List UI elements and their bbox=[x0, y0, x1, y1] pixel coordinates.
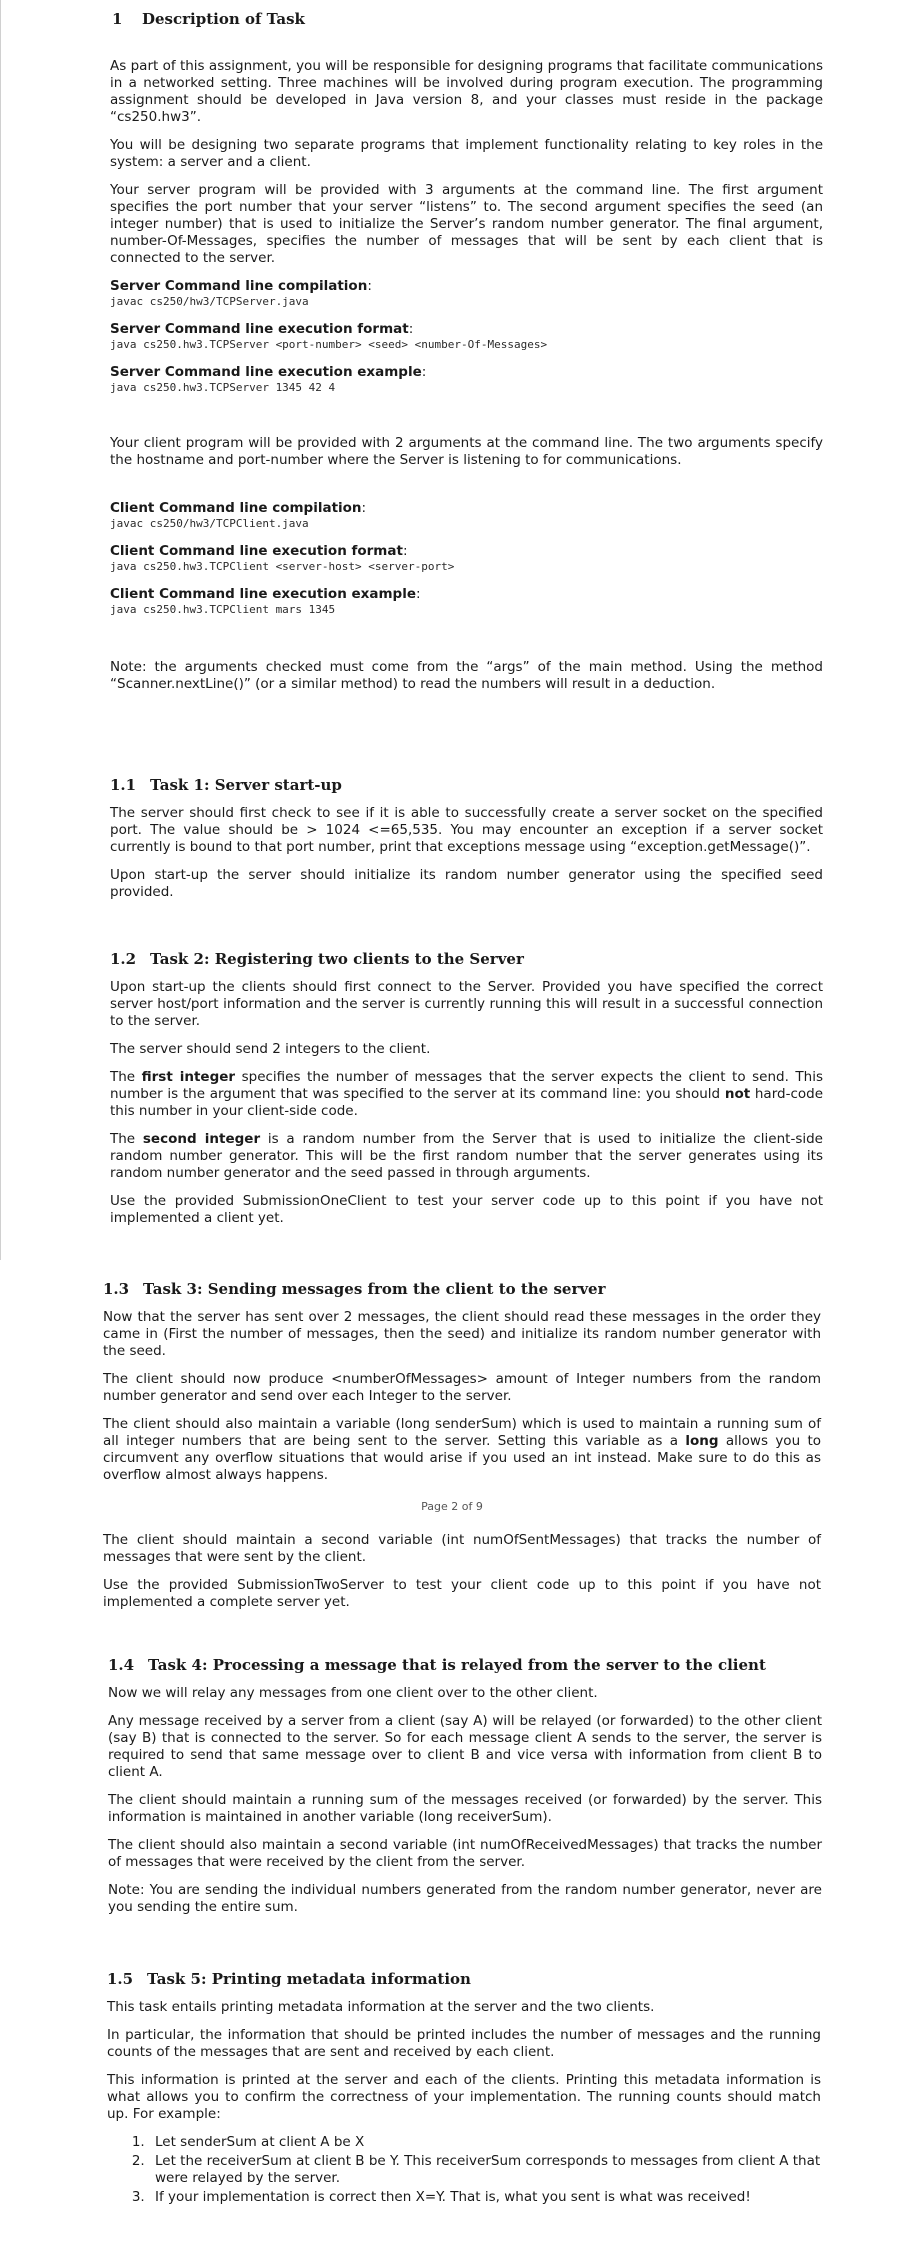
text-run: The bbox=[110, 1131, 143, 1147]
task4-paragraph-5: Note: You are sending the individual numbers generated from the random number generator, never are you sending the entire sum. bbox=[108, 1882, 822, 1915]
section-number: 1 bbox=[112, 10, 123, 28]
server-command-block bbox=[110, 278, 823, 309]
server-command-code: java cs250.hw3.TCPServer <port-number> <seed> <number-Of-Messages> bbox=[110, 338, 548, 351]
client-command-block bbox=[110, 586, 823, 617]
example-list-item: 2. Let the receiverSum at client B be Y. This receiverSum corresponds to messages from client A that were relayed by the server. bbox=[149, 2153, 821, 2187]
client-command-label: Client Command line execution example: bbox=[110, 586, 421, 602]
task2-paragraph-4 bbox=[110, 1131, 823, 1182]
task4-section bbox=[108, 1656, 822, 1927]
intro-paragraph-2: You will be designing two separate programs that implement functionality relating to key roles in the system: a server and a client. bbox=[110, 137, 823, 170]
server-command-label: Server Command line compilation: bbox=[110, 278, 372, 294]
task2-section bbox=[110, 950, 823, 1238]
client-command-list bbox=[110, 500, 823, 617]
command-label-text: Server Command line execution format bbox=[110, 321, 409, 337]
text-run: allows you to circumvent any overflow situations that would arise if you used an int instead. Make sure to do this as overflow almost always happens. bbox=[103, 1433, 821, 1483]
example-list-item: 3. If your implementation is correct then X=Y. That is, what you sent is what was received! bbox=[149, 2189, 821, 2206]
task3-paragraph-1: Now that the server has sent over 2 messages, the client should read these messages in the order they came in (First the number of messages, then the seed) and initialize its random number generator with the seed. bbox=[103, 1309, 821, 1359]
task1-paragraph-1: The server should first check to see if it is able to successfully create a server socket on the specified port. The value should be > 1024 <=65,535. You may encounter an exception if a server socket currently is bound to that port number, print that exceptions message using “exception.getMessage()”. bbox=[110, 805, 823, 855]
text-run: The client should also maintain a variable (long senderSum) which is used to maintain a running sum of all integer numbers that are being sent to the server. Setting this variable as a bbox=[103, 1416, 821, 1449]
task4-paragraph-3: The client should maintain a running sum of the messages received (or forwarded) by the server. This information is maintained in another variable (long receiverSum). bbox=[108, 1792, 822, 1825]
task2-paragraph-1: Upon start-up the clients should first connect to the Server. Provided you have specified the correct server host/port information and the server is currently running this will result in a successful connection to the server. bbox=[110, 979, 823, 1029]
server-command-block bbox=[110, 364, 823, 395]
task1-title: Task 1: Server start-up bbox=[150, 776, 342, 794]
server-command-code: java cs250.hw3.TCPServer 1345 42 4 bbox=[110, 381, 336, 394]
page-number-text: Page 2 of 9 bbox=[421, 1500, 483, 1513]
task3-title: Task 3: Sending messages from the client to the server bbox=[143, 1280, 606, 1298]
task1-number: 1.1 bbox=[110, 776, 137, 794]
task1-heading bbox=[110, 776, 823, 794]
task3-continued bbox=[103, 1532, 821, 1622]
section-title: Description of Task bbox=[142, 10, 305, 28]
emphasis-first-integer: first integer bbox=[141, 1069, 236, 1085]
task5-paragraph-1: This task entails printing metadata information at the server and the two clients. bbox=[107, 1999, 655, 2015]
task2-paragraph-2: The server should send 2 integers to the client. bbox=[110, 1041, 431, 1057]
task3-paragraph-2: The client should now produce <numberOfMessages> amount of Integer numbers from the random number generator and send over each Integer to the server. bbox=[103, 1371, 821, 1404]
server-command-code: javac cs250/hw3/TCPServer.java bbox=[110, 295, 309, 308]
command-label-text: Client Command line execution example bbox=[110, 586, 416, 602]
task2-paragraph-5: Use the provided SubmissionOneClient to test your server code up to this point if you have not implemented a client yet. bbox=[110, 1193, 823, 1226]
task2-paragraph-3 bbox=[110, 1069, 823, 1120]
client-command-label: Client Command line execution format: bbox=[110, 543, 408, 559]
text-run: The bbox=[110, 1069, 142, 1085]
emphasis-not: not bbox=[724, 1086, 751, 1102]
page-number-marker bbox=[412, 1500, 492, 1513]
client-command-label: Client Command line compilation: bbox=[110, 500, 367, 516]
task4-paragraph-1: Now we will relay any messages from one client over to the other client. bbox=[108, 1685, 598, 1701]
task3-number: 1.3 bbox=[103, 1280, 130, 1298]
task5-paragraph-3: This information is printed at the server and each of the clients. Printing this metadata information is what allows you to confirm the correctness of your implementation. The running counts should match up. For example: bbox=[107, 2072, 821, 2122]
command-label-text: Client Command line compilation bbox=[110, 500, 362, 516]
client-intro-paragraph: Your client program will be provided with 2 arguments at the command line. The two arguments specify the hostname and port-number where the Server is listening to for communications. bbox=[110, 435, 823, 468]
task4-number: 1.4 bbox=[108, 1656, 135, 1674]
section-heading bbox=[112, 10, 305, 28]
task4-heading bbox=[108, 1656, 822, 1674]
text-run: is a random number from the Server that is used to initialize the client-side random number generator. This will be the first random number that the server generates using its random number generator and the seed passed in through arguments. bbox=[110, 1131, 823, 1181]
command-label-text: Client Command line execution format bbox=[110, 543, 403, 559]
emphasis-long: long bbox=[685, 1433, 719, 1449]
task5-title: Task 5: Printing metadata information bbox=[147, 1970, 471, 1988]
task3-paragraph-4: The client should maintain a second variable (int numOfSentMessages) that tracks the number of messages that were sent by the client. bbox=[103, 1532, 821, 1565]
task5-number: 1.5 bbox=[107, 1970, 134, 1988]
task2-number: 1.2 bbox=[110, 950, 137, 968]
task1-section bbox=[110, 776, 823, 912]
task3-paragraph-5: Use the provided SubmissionTwoServer to test your client code up to this point if you have not implemented a complete server yet. bbox=[103, 1577, 821, 1610]
server-command-block bbox=[110, 321, 823, 352]
client-command-block bbox=[110, 543, 823, 574]
server-command-label: Server Command line execution example: bbox=[110, 364, 427, 380]
command-label-text: Server Command line compilation bbox=[110, 278, 368, 294]
task2-title: Task 2: Registering two clients to the Server bbox=[150, 950, 524, 968]
server-command-list bbox=[110, 278, 823, 395]
text-run: specifies the number of messages that the server expects the client to send. This number is the argument that was specified to the server at its command line: you should bbox=[110, 1069, 823, 1102]
example-list bbox=[107, 2134, 821, 2206]
client-command-code: java cs250.hw3.TCPClient mars 1345 bbox=[110, 603, 336, 616]
intro-paragraph-1: As part of this assignment, you will be responsible for designing programs that facilitate communications in a networked setting. Three machines will be involved during program execution. The programming assignment should be developed in Java version 8, and your classes must reside in the package “cs250.hw3”. bbox=[110, 58, 823, 125]
task3-paragraph-3 bbox=[103, 1416, 821, 1484]
task4-title: Task 4: Processing a message that is relayed from the server to the client bbox=[148, 1656, 766, 1674]
client-command-block bbox=[110, 500, 823, 531]
task5-section bbox=[107, 1970, 821, 2208]
client-command-code: javac cs250/hw3/TCPClient.java bbox=[110, 517, 309, 530]
task4-paragraph-4: The client should also maintain a second variable (int numOfReceivedMessages) that tracks the number of messages that were received by the client from the server. bbox=[108, 1837, 822, 1870]
task2-heading bbox=[110, 950, 823, 968]
example-list-item: 1. Let senderSum at client A be X bbox=[149, 2134, 821, 2151]
emphasis-second-integer: second integer bbox=[142, 1131, 261, 1147]
command-label-text: Server Command line execution example bbox=[110, 364, 422, 380]
args-note: Note: the arguments checked must come from the “args” of the main method. Using the method “Scanner.nextLine()” (or a similar method) to read the numbers will result in a deduction. bbox=[110, 659, 823, 692]
server-command-label: Server Command line execution format: bbox=[110, 321, 414, 337]
intro-section bbox=[110, 58, 823, 704]
client-command-code: java cs250.hw3.TCPClient <server-host> <server-port> bbox=[110, 560, 455, 573]
task5-paragraph-2: In particular, the information that should be printed includes the number of messages and the running counts of the messages that are sent and received by each client. bbox=[107, 2027, 821, 2060]
intro-paragraph-3: Your server program will be provided with 3 arguments at the command line. The first argument specifies the port number that your server “listens” to. The second argument specifies the seed (an integer number) that is used to initialize the Server’s random number generator. The final argument, number-Of-Messages, specifies the number of messages that will be sent by each client that is connected to the server. bbox=[110, 182, 823, 266]
task3-section bbox=[103, 1280, 821, 1495]
task4-paragraph-2: Any message received by a server from a client (say A) will be relayed (or forwarded) to the other client (say B) that is connected to the server. So for each message client A sends to the server, the server is required to send that same message over to client B and vice versa with information from client B to client A. bbox=[108, 1713, 822, 1780]
task1-paragraph-2: Upon start-up the server should initialize its random number generator using the specified seed provided. bbox=[110, 867, 823, 900]
page-left-edge bbox=[0, 0, 1, 1260]
task5-heading bbox=[107, 1970, 821, 1988]
text-run: hard-code this number in your client-side code. bbox=[110, 1086, 824, 1119]
task3-heading bbox=[103, 1280, 821, 1298]
